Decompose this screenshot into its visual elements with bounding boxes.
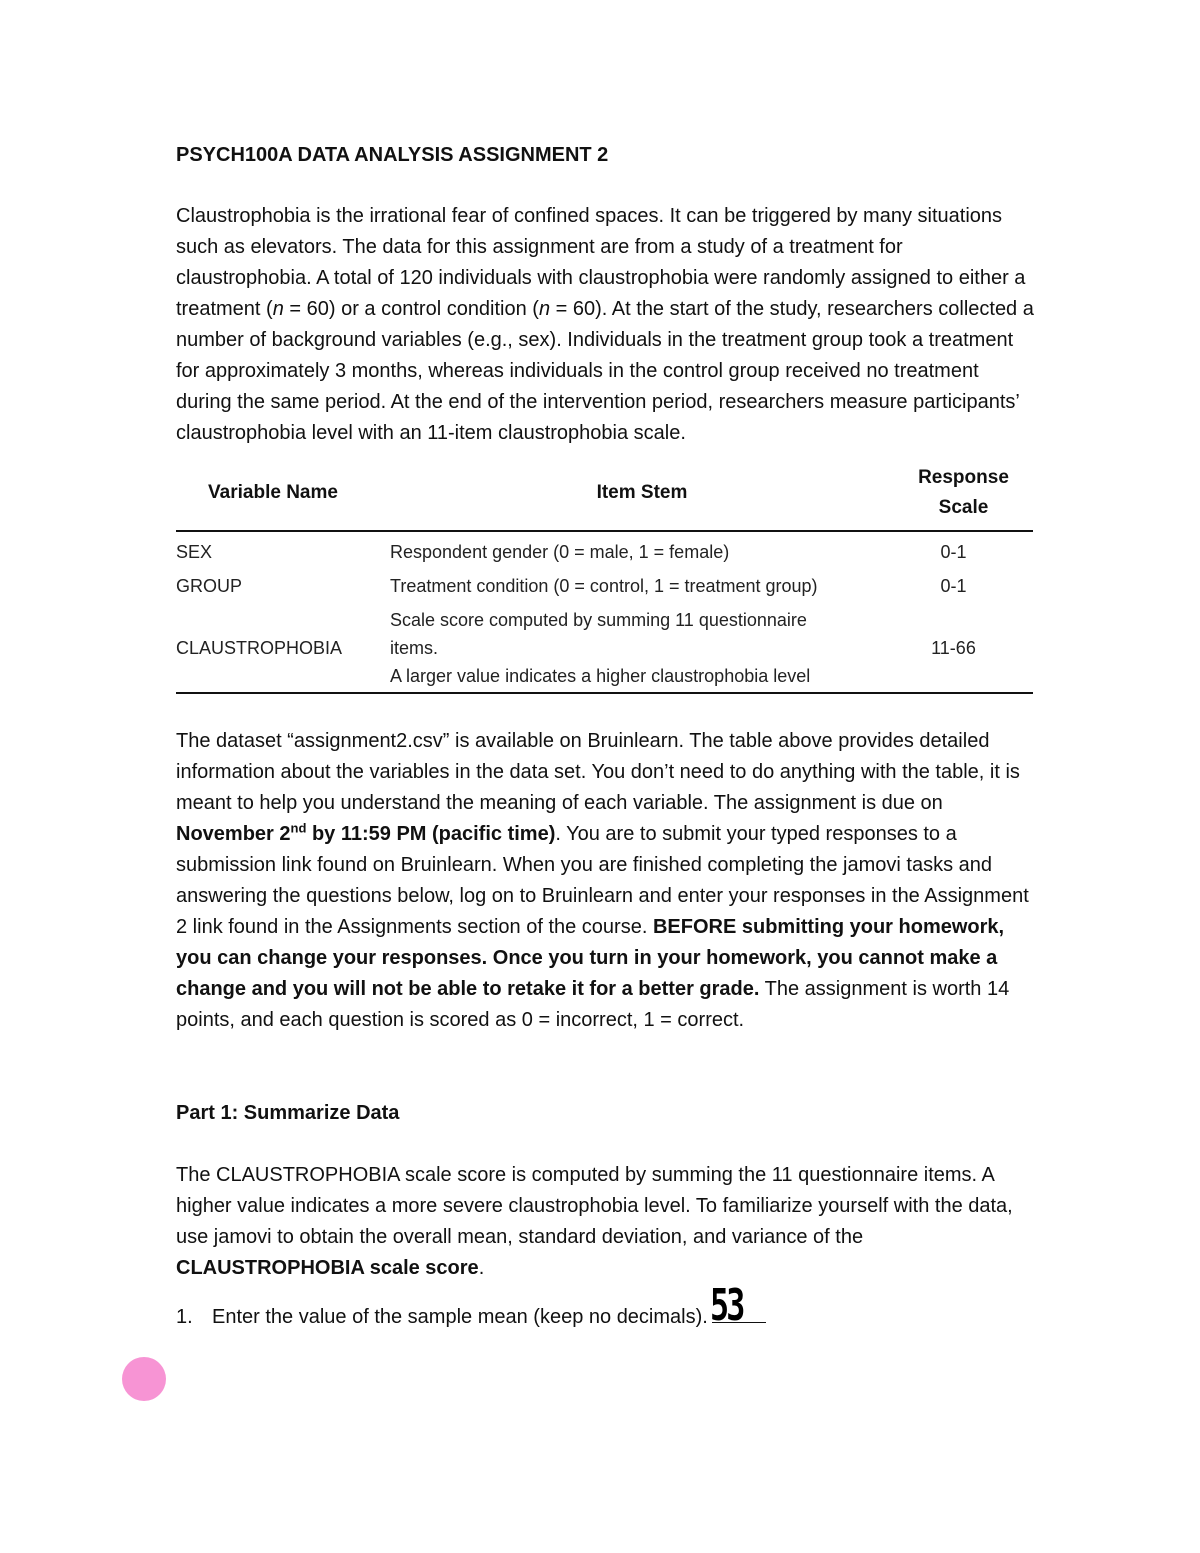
- cell-item-stem: Scale score computed by summing 11 questionnaire items. A larger value indicates a higher claustrophobia level: [390, 603, 894, 693]
- cell-response-scale: 0-1: [940, 576, 967, 596]
- cell-item-stem: Treatment condition (0 = control, 1 = treatment group): [390, 576, 818, 596]
- due-date: November 2nd by 11:59 PM (pacific time): [176, 820, 556, 845]
- document-page: [176, 140, 1036, 1333]
- submission-warning: BEFORE submitting your homework, you can change your responses. Once you turn in your homework, you cannot make a change and you will not be able to retake it for a better grade.: [176, 916, 1005, 1000]
- table-row: [176, 531, 1033, 569]
- table-row: [176, 603, 1033, 693]
- intro-paragraph: Claustrophobia is the irrational fear of confined spaces. It can be triggered by many situations such as elevators. The data for this assignment are from a study of a treatment for claustrophobia. A total of 120 individuals with claustrophobia were randomly assigned to either a treatment (n = 60) or a control condition (n = 60). At the start of the study, researchers collected a number of background variables (e.g., sex). Individuals in the treatment group took a treatment for approximately 3 months, whereas individuals in the control group received no treatment during the same period. At the end of the intervention period, researchers measure participants’ claustrophobia level with an 11-item claustrophobia scale.: [176, 205, 1034, 444]
- question-1: [176, 1280, 1036, 1333]
- cell-response-scale: 11-66: [894, 603, 1033, 693]
- header-variable-name: Variable Name: [176, 461, 390, 531]
- cell-item-stem: Respondent gender (0 = male, 1 = female): [390, 542, 730, 562]
- header-response-scale: Response Scale: [894, 461, 1033, 531]
- cell-variable-name: CLAUSTROPHOBIA: [176, 603, 390, 693]
- part1-paragraph: The CLAUSTROPHOBIA scale score is computed by summing the 11 questionnaire items. A higher value indicates a more severe claustrophobia level. To familiarize yourself with the data, use jamovi to obtain the overall mean, standard deviation, and variance of the CLAUSTROPHOBIA scale score.: [176, 1164, 1013, 1279]
- instructions-paragraph: The dataset “assignment2.csv” is available on Bruinlearn. The table above provides detailed information about the variables in the data set. You don’t need to do anything with the table, it is meant to help you understand the meaning of each variable. The assignment is due on November 2nd by 11:59 PM (pacific time). You are to submit your typed responses to a submission link found on Bruinlearn. When you are finished completing the jamovi tasks and answering the questions below, log on to Bruinlearn and enter your responses in the Assignment 2 link found in the Assignments section of the course. BEFORE submitting your homework, you can change your responses. Once you turn in your homework, you cannot make a change and you will not be able to retake it for a better grade. The assignment is worth 14 points, and each question is scored as 0 = incorrect, 1 = correct.: [176, 730, 1029, 1031]
- header-item-stem: Item Stem: [390, 461, 894, 531]
- answer-field[interactable]: [709, 1280, 766, 1331]
- question-text: Enter the value of the sample mean (keep no decimals).: [212, 1306, 708, 1328]
- cell-variable-name: SEX: [176, 542, 213, 562]
- handwritten-answer: 53: [709, 1280, 743, 1331]
- pink-marker-dot: [122, 1357, 166, 1401]
- question-number: 1.: [176, 1306, 193, 1328]
- variable-table: [176, 461, 1033, 694]
- cell-variable-name: GROUP: [176, 576, 243, 596]
- part1-heading: Part 1: Summarize Data: [176, 1102, 400, 1124]
- cell-response-scale: 0-1: [940, 542, 967, 562]
- document-title: PSYCH100A DATA ANALYSIS ASSIGNMENT 2: [176, 144, 609, 166]
- table-header-row: [176, 461, 1033, 531]
- table-row: [176, 569, 1033, 603]
